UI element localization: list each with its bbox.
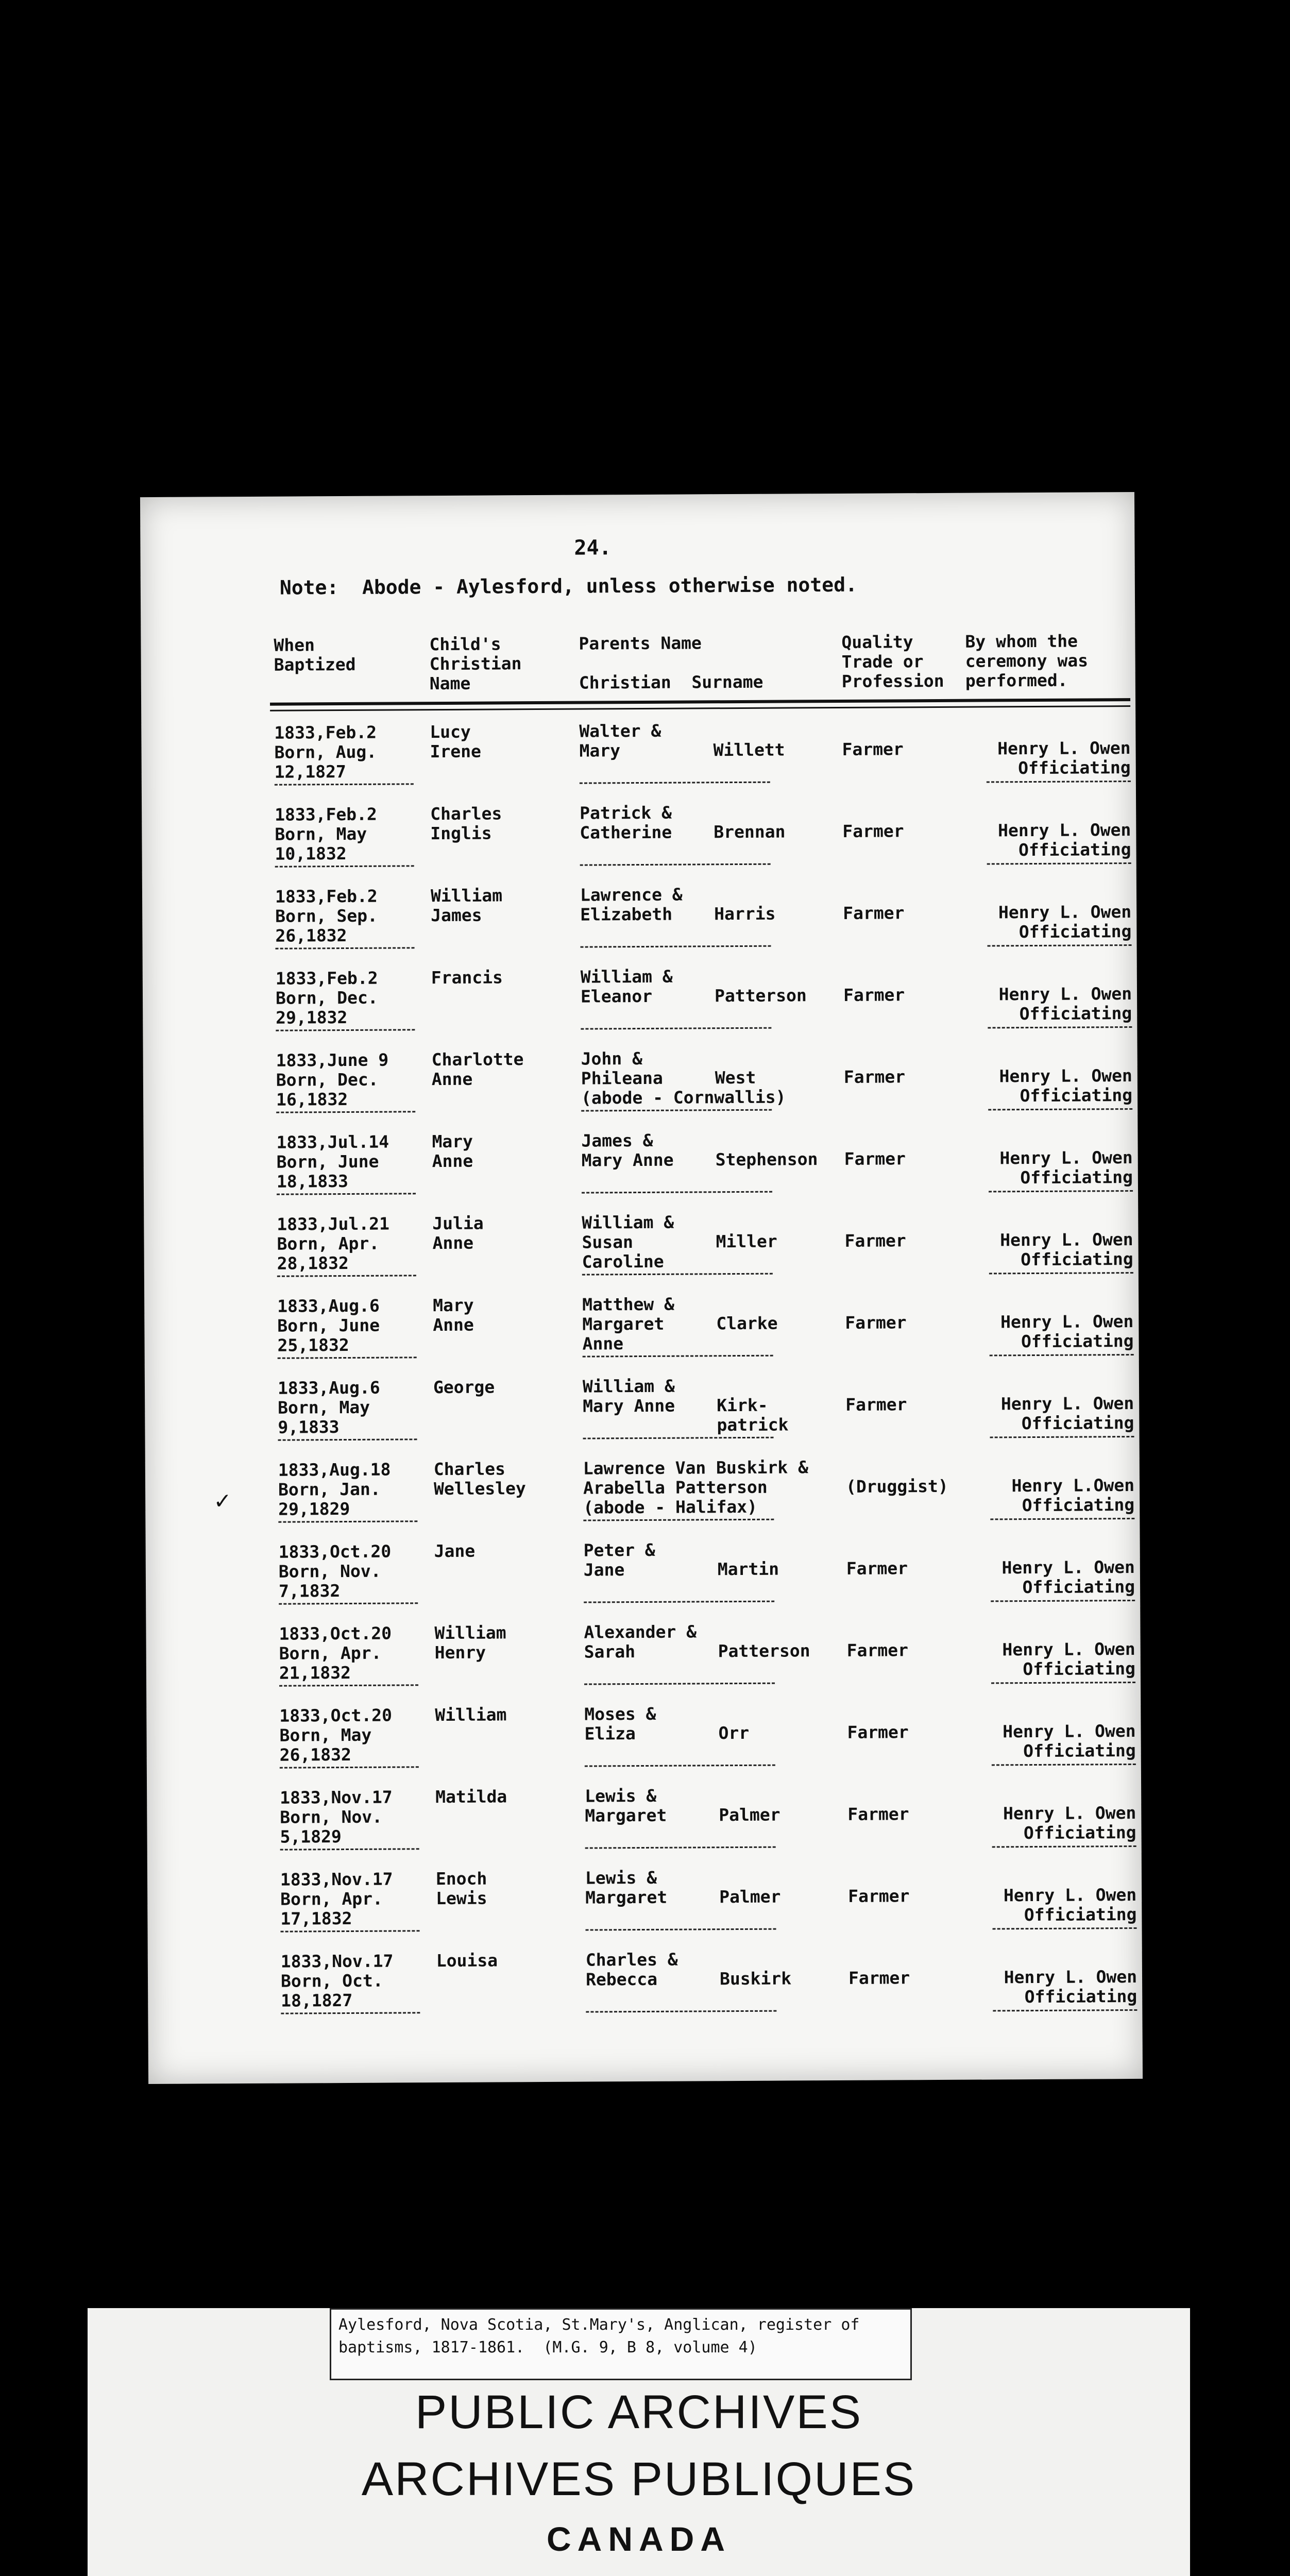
child-name: William James xyxy=(430,885,503,926)
table-row xyxy=(147,1784,1142,1871)
officiant-name: Henry L. Owen Officiating xyxy=(1003,1720,1136,1761)
entry-underline xyxy=(584,1601,774,1603)
baptism-date: 1833,Oct.20 Born, Apr. 21,1832 xyxy=(279,1623,392,1683)
entry-underline xyxy=(989,1272,1133,1274)
entry-underline xyxy=(991,1682,1135,1684)
entry-underline xyxy=(281,1930,420,1932)
baptism-date: 1833,Feb.2 Born, May 10,1832 xyxy=(275,804,377,864)
parents-surname: Kirk- patrick xyxy=(717,1395,789,1435)
parents-christian-names: John & Phileana (abode - Cornwallis) xyxy=(581,1048,786,1108)
parents-christian-names: William & Mary Anne xyxy=(582,1376,675,1416)
entry-underline xyxy=(988,944,1132,946)
officiant-name: Henry L. Owen Officiating xyxy=(1000,1311,1134,1352)
entry-underline xyxy=(585,1765,775,1767)
parents-christian-names: Lawrence Van Buskirk & Arabella Patterson (abode - Halifax) xyxy=(583,1457,809,1518)
table-row xyxy=(147,1866,1142,1953)
profession: Farmer xyxy=(843,903,905,923)
profession: Farmer xyxy=(847,1804,909,1824)
table-row xyxy=(143,1046,1138,1134)
archive-card xyxy=(88,2308,1190,2576)
entry-underline xyxy=(279,1602,418,1604)
entry-underline xyxy=(278,1520,417,1522)
parents-christian-names: Moses & Eliza xyxy=(584,1703,656,1744)
profession: Farmer xyxy=(844,1148,906,1169)
header-rule xyxy=(270,698,1130,706)
child-name: Mary Anne xyxy=(432,1131,473,1172)
entry-underline xyxy=(280,1848,419,1850)
table-row xyxy=(146,1620,1141,1707)
officiant-name: Henry L. Owen Officiating xyxy=(1000,1393,1134,1434)
parents-surname: Clarke xyxy=(716,1313,778,1334)
child-name: Charles Wellesley xyxy=(433,1459,526,1499)
parents-surname: Palmer xyxy=(719,1886,781,1907)
baptism-date: 1833,Aug.6 Born, June 25,1832 xyxy=(277,1295,380,1355)
entry-underline xyxy=(281,2012,420,2014)
officiant-name: Henry L. Owen Officiating xyxy=(1003,1802,1136,1843)
child-name: Mary Anne xyxy=(433,1295,474,1335)
baptism-date: 1833,Aug.18 Born, Jan. 29,1829 xyxy=(278,1459,391,1519)
entry-underline xyxy=(988,1108,1132,1110)
entry-underline xyxy=(992,1764,1136,1766)
officiant-name: Henry L. Owen Officiating xyxy=(1003,1884,1137,1925)
entry-underline xyxy=(586,1928,776,1931)
parents-surname: Willett xyxy=(713,739,785,760)
profession: Farmer xyxy=(848,1886,910,1906)
entry-underline xyxy=(275,865,414,867)
child-name: William Henry xyxy=(434,1622,506,1663)
officiant-name: Henry L. Owen Officiating xyxy=(1002,1556,1135,1598)
table-row xyxy=(142,801,1136,888)
parents-christian-names: Peter & Jane xyxy=(583,1539,655,1580)
parents-christian-names: Matthew & Margaret Anne xyxy=(582,1294,675,1354)
profession: Farmer xyxy=(845,1394,907,1415)
parents-surname: Palmer xyxy=(719,1804,780,1825)
parents-christian-names: Patrick & Catherine xyxy=(580,802,672,843)
parents-christian-names: William & Eleanor xyxy=(580,966,673,1007)
parents-surname: Patterson xyxy=(714,985,807,1006)
entry-underline xyxy=(583,1355,773,1358)
baptism-date: 1833,Feb.2 Born, Dec. 29,1832 xyxy=(275,968,378,1028)
profession: (Druggist) xyxy=(845,1476,948,1497)
entry-underline xyxy=(990,1518,1134,1520)
child-name: Francis xyxy=(431,967,503,988)
parents-surname: Martin xyxy=(717,1558,779,1580)
header-when-baptized: When Baptized xyxy=(274,635,356,675)
header-child-name: Child's Christian Name xyxy=(429,634,522,694)
entry-underline xyxy=(586,2010,776,2013)
baptism-date: 1833,Jul.14 Born, June 18,1833 xyxy=(276,1131,389,1192)
child-name: George xyxy=(433,1377,495,1398)
entry-underline xyxy=(280,1766,419,1768)
profession: Farmer xyxy=(842,821,904,841)
header-officiant: By whom the ceremony was performed. xyxy=(965,631,1089,691)
officiant-name: Henry L. Owen Officiating xyxy=(1002,1638,1135,1680)
child-name: Matilda xyxy=(435,1786,507,1807)
parents-surname: Brennan xyxy=(714,821,786,842)
profession: Farmer xyxy=(846,1558,908,1579)
parents-christian-names: William & Susan Caroline xyxy=(582,1212,674,1272)
parents-christian-names: Lewis & Margaret xyxy=(585,1867,668,1908)
entry-underline xyxy=(278,1438,417,1440)
entry-underline xyxy=(279,1684,418,1686)
entry-underline xyxy=(580,782,770,784)
profession: Farmer xyxy=(848,1968,910,1988)
officiant-name: Henry L. Owen Officiating xyxy=(997,738,1131,778)
entry-underline xyxy=(583,1437,774,1439)
parents-christian-names: Alexander & Sarah xyxy=(584,1621,697,1662)
table-row xyxy=(143,1128,1138,1216)
entry-underline xyxy=(990,1354,1134,1356)
entry-underline xyxy=(278,1357,417,1359)
entry-underline xyxy=(585,1846,776,1849)
entry-underline xyxy=(993,2009,1137,2011)
officiant-name: Henry L. Owen Officiating xyxy=(1000,1229,1133,1270)
child-name: Louisa xyxy=(436,1950,498,1971)
entry-underline xyxy=(987,862,1131,865)
profession: Farmer xyxy=(845,1312,907,1333)
archive-label: Aylesford, Nova Scotia, St.Mary's, Anglican, register of baptisms, 1817-1861. (M.G. 9, B 8, volume 4) xyxy=(330,2308,912,2380)
parents-christian-names: Lewis & Margaret xyxy=(585,1785,667,1826)
entry-underline xyxy=(276,947,415,949)
baptism-date: 1833,Nov.17 Born, Oct. 18,1827 xyxy=(280,1951,394,2011)
entry-underline xyxy=(987,781,1131,783)
officiant-name: Henry L. Owen Officiating xyxy=(999,1065,1133,1106)
parents-surname: Harris xyxy=(714,903,776,924)
child-name: Jane xyxy=(434,1540,476,1562)
table-row xyxy=(145,1374,1140,1462)
parents-christian-names: Lawrence & Elizabeth xyxy=(580,884,683,925)
officiant-name: Henry L.Owen Officiating xyxy=(1011,1475,1135,1516)
archive-title-en: PUBLIC ARCHIVES xyxy=(415,2386,863,2438)
baptism-date: 1833,Nov.17 Born, Apr. 17,1832 xyxy=(280,1869,393,1929)
baptism-date: 1833,Nov.17 Born, Nov. 5,1829 xyxy=(280,1787,393,1847)
parents-surname: Buskirk xyxy=(719,1968,792,1989)
abode-note: Note: Abode - Aylesford, unless otherwise noted. xyxy=(279,573,858,599)
entry-underline xyxy=(276,1111,415,1113)
profession: Farmer xyxy=(842,739,904,759)
table-row xyxy=(142,883,1137,970)
table-row xyxy=(143,964,1138,1052)
parents-surname: Orr xyxy=(718,1722,750,1743)
officiant-name: Henry L. Owen Officiating xyxy=(1004,1966,1138,2007)
parents-christian-names: Walter & Mary xyxy=(579,720,661,761)
profession: Farmer xyxy=(847,1722,909,1742)
entry-underline xyxy=(992,1845,1136,1848)
baptism-date: 1833,Aug.6 Born, May 9,1833 xyxy=(277,1377,380,1437)
entry-underline xyxy=(993,1927,1137,1929)
entry-underline xyxy=(581,945,771,948)
officiant-name: Henry L. Owen Officiating xyxy=(998,984,1132,1024)
baptism-date: 1833,Feb.2 Born, Sep. 26,1832 xyxy=(275,886,378,946)
parents-christian-names: James & Mary Anne xyxy=(581,1130,674,1171)
entry-underline xyxy=(275,783,414,785)
entry-underline xyxy=(991,1600,1135,1602)
register-page xyxy=(140,492,1143,2084)
officiant-name: Henry L. Owen Officiating xyxy=(998,902,1132,942)
entry-underline xyxy=(581,1109,772,1112)
table-row xyxy=(145,1456,1140,1544)
baptism-date: 1833,Oct.20 Born, Nov. 7,1832 xyxy=(278,1541,392,1601)
table-row xyxy=(146,1702,1141,1789)
entry-underline xyxy=(580,863,771,866)
baptism-date: 1833,Jul.21 Born, Apr. 28,1832 xyxy=(277,1213,389,1274)
table-row xyxy=(146,1538,1141,1625)
entry-underline xyxy=(584,1683,775,1685)
entry-underline xyxy=(581,1027,771,1030)
baptism-date: 1833,Oct.20 Born, May 26,1832 xyxy=(279,1705,392,1765)
child-name: Charles Inglis xyxy=(430,803,502,844)
entry-underline xyxy=(277,1193,416,1195)
baptism-date: 1833,Feb.2 Born, Aug. 12,1827 xyxy=(274,722,377,782)
entry-underline xyxy=(277,1275,416,1277)
child-name: Lucy Irene xyxy=(430,721,481,762)
entry-underline xyxy=(583,1519,774,1521)
parents-surname: Miller xyxy=(716,1231,777,1252)
child-name: Julia Anne xyxy=(432,1213,484,1253)
officiant-name: Henry L. Owen Officiating xyxy=(999,1147,1133,1188)
entry-underline xyxy=(582,1273,773,1276)
parents-christian-names: Charles & Rebecca xyxy=(585,1949,678,1990)
entry-underline xyxy=(276,1029,415,1031)
archive-title-fr: ARCHIVES PUBLIQUES xyxy=(361,2453,916,2505)
profession: Farmer xyxy=(843,1066,906,1087)
table-row xyxy=(141,719,1136,806)
parents-surname: Stephenson xyxy=(715,1149,818,1170)
profession: Farmer xyxy=(846,1640,909,1660)
parents-surname: Patterson xyxy=(718,1640,810,1662)
child-name: William xyxy=(435,1704,507,1725)
table-row xyxy=(144,1210,1139,1298)
parents-surname: West xyxy=(715,1067,756,1088)
table-row xyxy=(148,1947,1143,2035)
table-row xyxy=(144,1292,1139,1380)
header-rule-lower xyxy=(270,705,1130,711)
entry-underline xyxy=(989,1190,1133,1192)
header-parents-name: Parents Name Christian Surname xyxy=(579,633,763,693)
entry-underline xyxy=(990,1436,1134,1438)
baptism-date: 1833,June 9 Born, Dec. 16,1832 xyxy=(276,1049,389,1110)
archive-country: CANADA xyxy=(547,2520,731,2558)
header-quality: Quality Trade or Profession xyxy=(841,632,944,691)
profession: Farmer xyxy=(843,985,905,1005)
child-name: Charlotte Anne xyxy=(431,1049,524,1090)
profession: Farmer xyxy=(844,1230,906,1251)
entry-underline xyxy=(582,1191,772,1194)
entry-underline xyxy=(988,1026,1132,1028)
child-name: Enoch Lewis xyxy=(435,1868,487,1909)
officiant-name: Henry L. Owen Officiating xyxy=(997,820,1131,860)
check-mark: ✓ xyxy=(215,1486,230,1515)
page-number: 24. xyxy=(574,536,612,560)
